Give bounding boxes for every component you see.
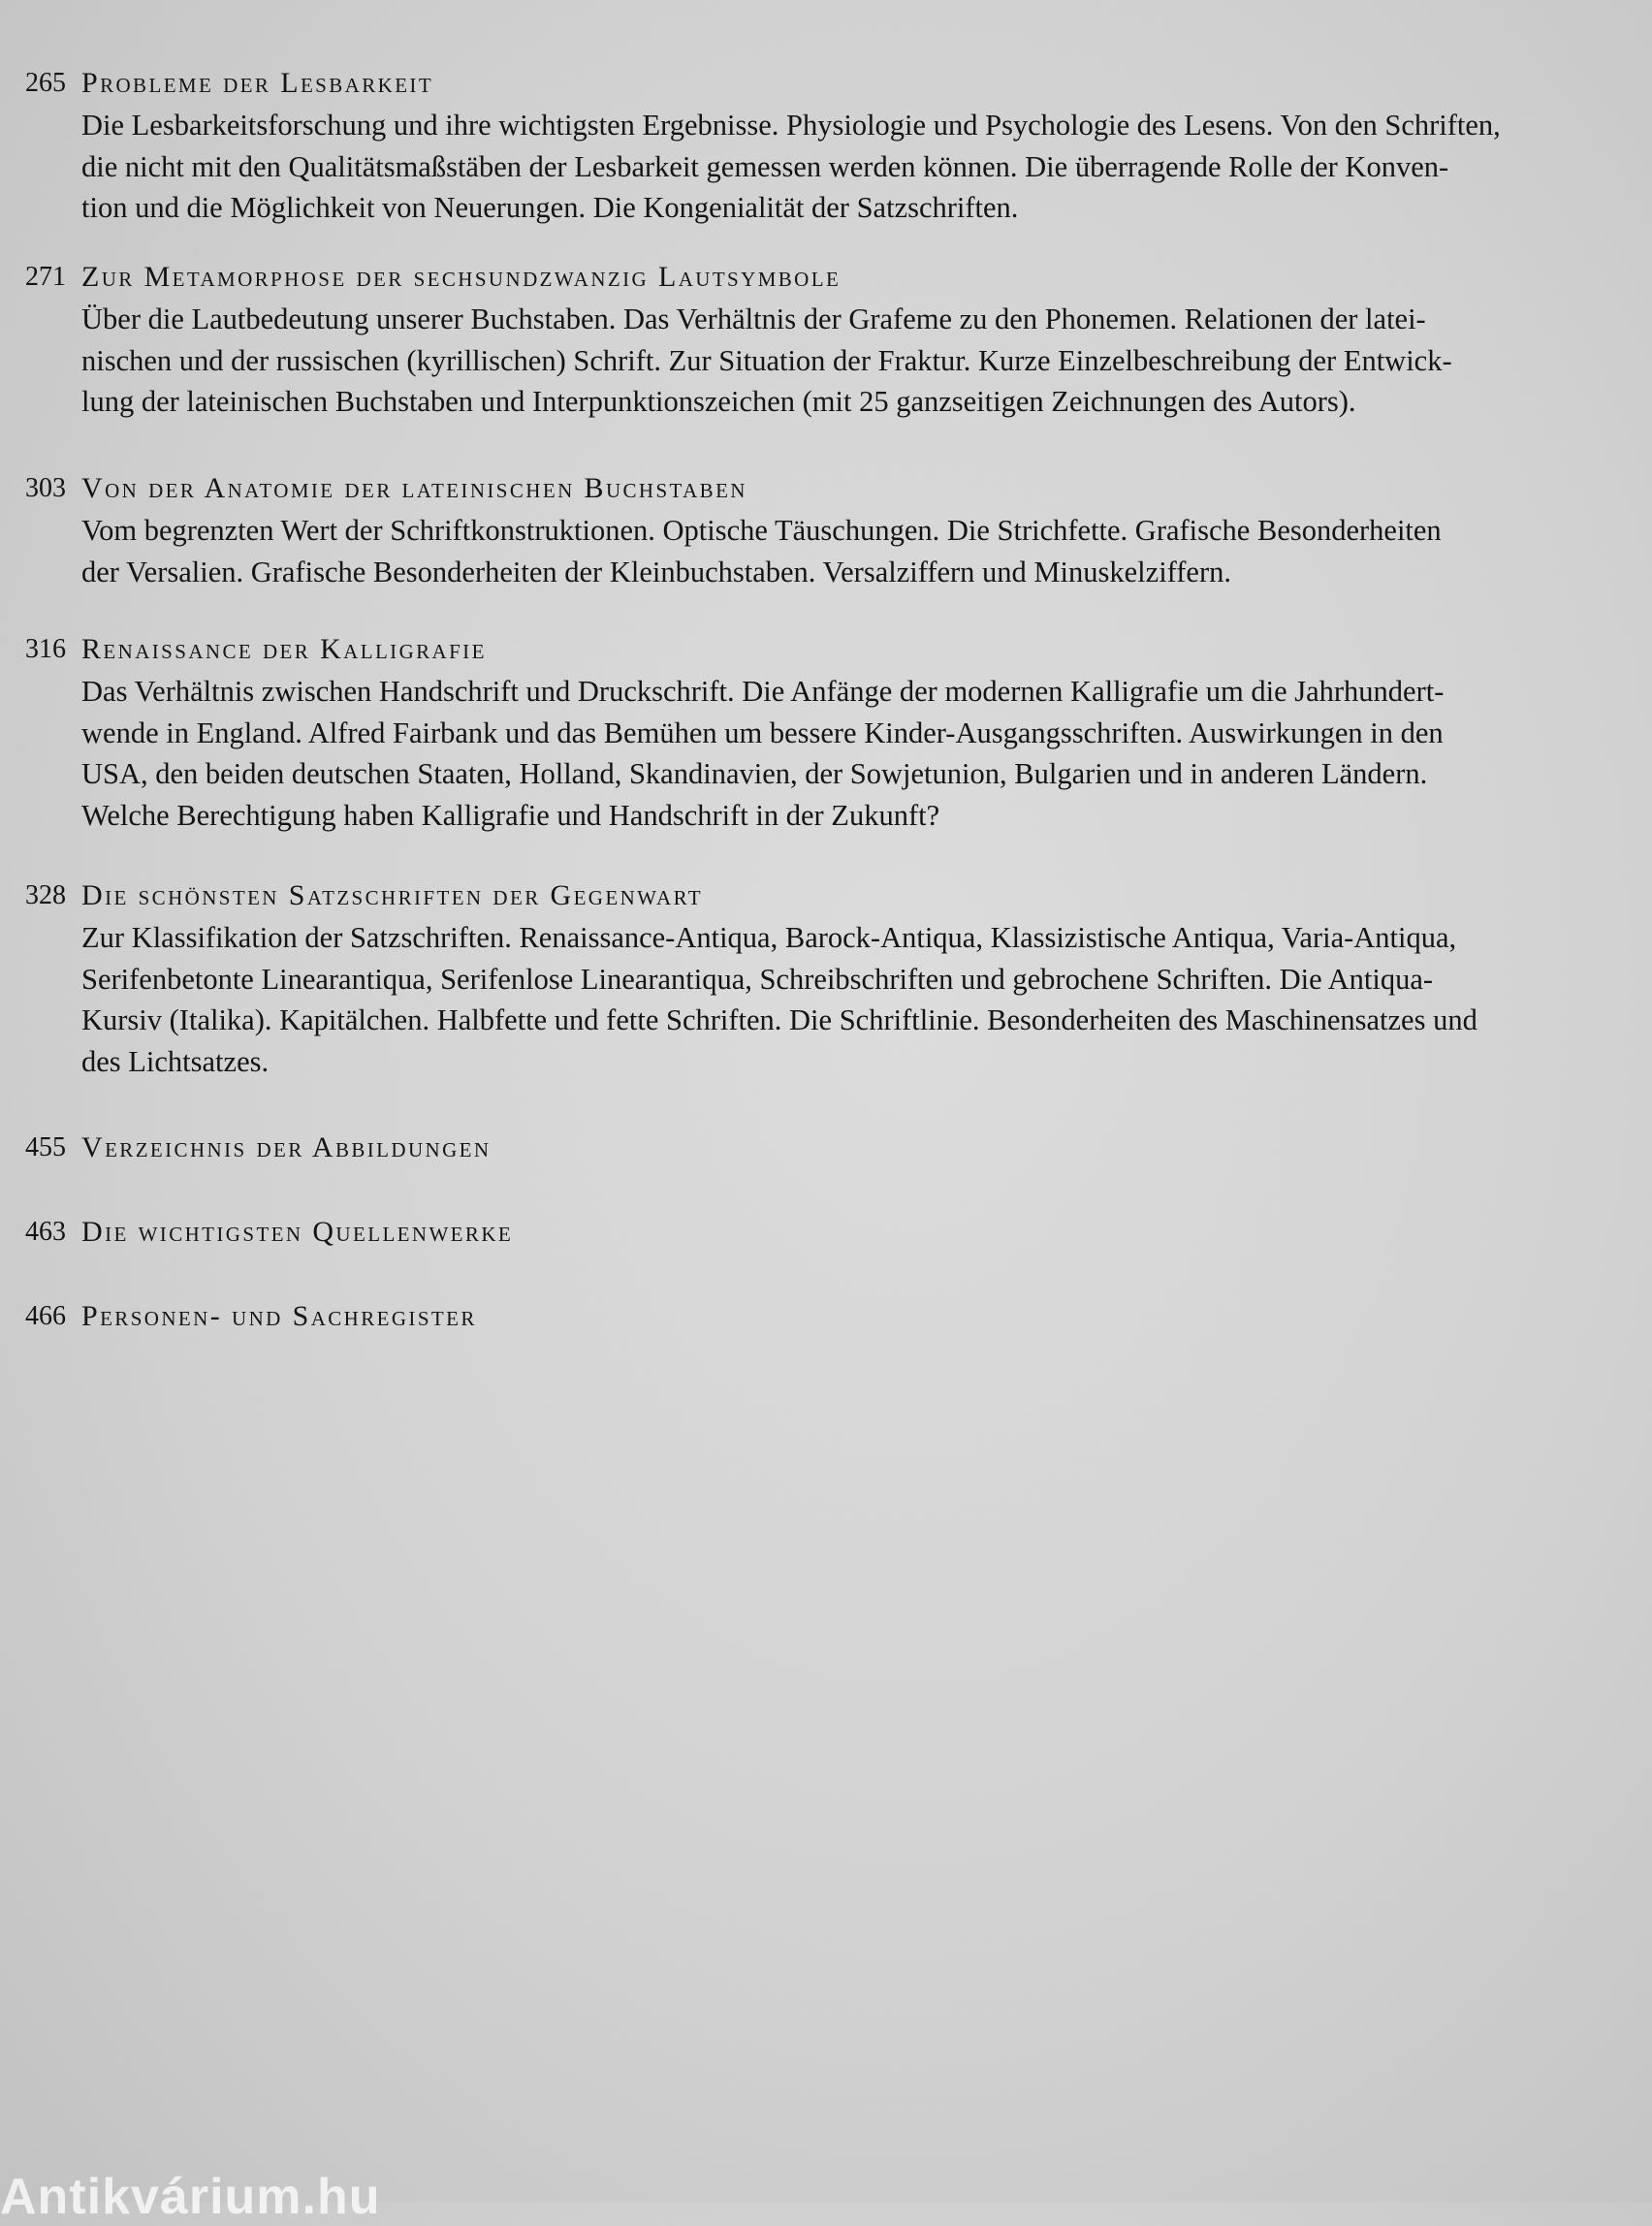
page-number: 316 [25, 634, 66, 664]
entry-title: Die wichtigsten Quellenwerke [81, 1216, 514, 1248]
page-number: 455 [25, 1132, 66, 1162]
entry-title: Personen- und Sachregister [81, 1300, 477, 1332]
entry-title: Zur Metamorphose der sechsundzwanzig Lautsymbole [81, 261, 842, 293]
description-line: der Versalien. Grafische Besonderheiten der Kleinbuchstaben. Versalziffern und Minuskelziffern. [81, 555, 1232, 588]
entry-description [81, 671, 1633, 836]
entry-description [81, 510, 1633, 592]
description-line: Die Lesbarkeitsforschung und ihre wichtigsten Ergebnisse. Physiologie und Psychologie des Lesens. Von den Schriften, [81, 109, 1501, 142]
description-line: Serifenbetonte Linearantiqua, Serifenlose Linearantiqua, Schreibschriften und gebrochene Schriften. Die Antiqua- [81, 962, 1434, 996]
entry-description [81, 105, 1633, 229]
description-line: Das Verhältnis zwischen Handschrift und Druckschrift. Die Anfänge der modernen Kalligrafie um die Jahrhundert- [81, 675, 1445, 708]
description-line: Zur Klassifikation der Satzschriften. Renaissance-Antiqua, Barock-Antiqua, Klassizistische Antiqua, Varia-Antiqua, [81, 921, 1457, 954]
page-number: 271 [25, 262, 66, 292]
description-line: tion und die Möglichkeit von Neuerungen. Die Kongenialität der Satzschriften. [81, 191, 1019, 224]
page-number: 463 [25, 1217, 66, 1247]
page-number: 265 [25, 68, 66, 98]
description-line: lung der lateinischen Buchstaben und Interpunktionszeichen (mit 25 ganzseitigen Zeichnungen des Autors). [81, 385, 1356, 418]
description-line: Vom begrenzten Wert der Schriftkonstruktionen. Optische Täuschungen. Die Strichfette. Grafische Besonderheiten [81, 514, 1442, 547]
description-line: die nicht mit den Qualitätsmaßstäben der Lesbarkeit gemessen werden können. Die überragende Rolle der Konven- [81, 149, 1449, 183]
page-number: 328 [25, 880, 66, 910]
page-number: 466 [25, 1301, 66, 1331]
entry-title: Die schönsten Satzschriften der Gegenwart [81, 879, 703, 911]
entry-title: Renaissance der Kalligrafie [81, 633, 487, 665]
description-line: Über die Lautbedeutung unserer Buchstaben. Das Verhältnis der Grafeme zu den Phonemen. Relationen der latei- [81, 302, 1426, 335]
description-line: Kursiv (Italika). Kapitälchen. Halbfette und fette Schriften. Die Schriftlinie. Besonderheiten des Maschinensatzes und [81, 1003, 1477, 1036]
entry-description [81, 299, 1633, 423]
entry-title: Von der Anatomie der lateinischen Buchstaben [81, 472, 747, 504]
watermark: Antikvárium.hu [0, 2169, 381, 2225]
description-line: nischen und der russischen (kyrillischen) Schrift. Zur Situation der Fraktur. Kurze Einzelbeschreibung der Entwick- [81, 343, 1452, 377]
entry-title: Verzeichnis der Abbildungen [81, 1131, 492, 1163]
entry-title: Probleme der Lesbarkeit [81, 67, 434, 99]
page-number: 303 [25, 473, 66, 503]
description-line: USA, den beiden deutschen Staaten, Holland, Skandinavien, der Sowjetunion, Bulgarien und in anderen Ländern. [81, 757, 1428, 790]
description-line: des Lichtsatzes. [81, 1044, 270, 1078]
description-line: Welche Berechtigung haben Kalligrafie und Handschrift in der Zukunft? [81, 798, 940, 832]
entry-description [81, 917, 1633, 1082]
description-line: wende in England. Alfred Fairbank und das Bemühen um bessere Kinder-Ausgangsschriften. Auswirkungen in den [81, 716, 1444, 749]
